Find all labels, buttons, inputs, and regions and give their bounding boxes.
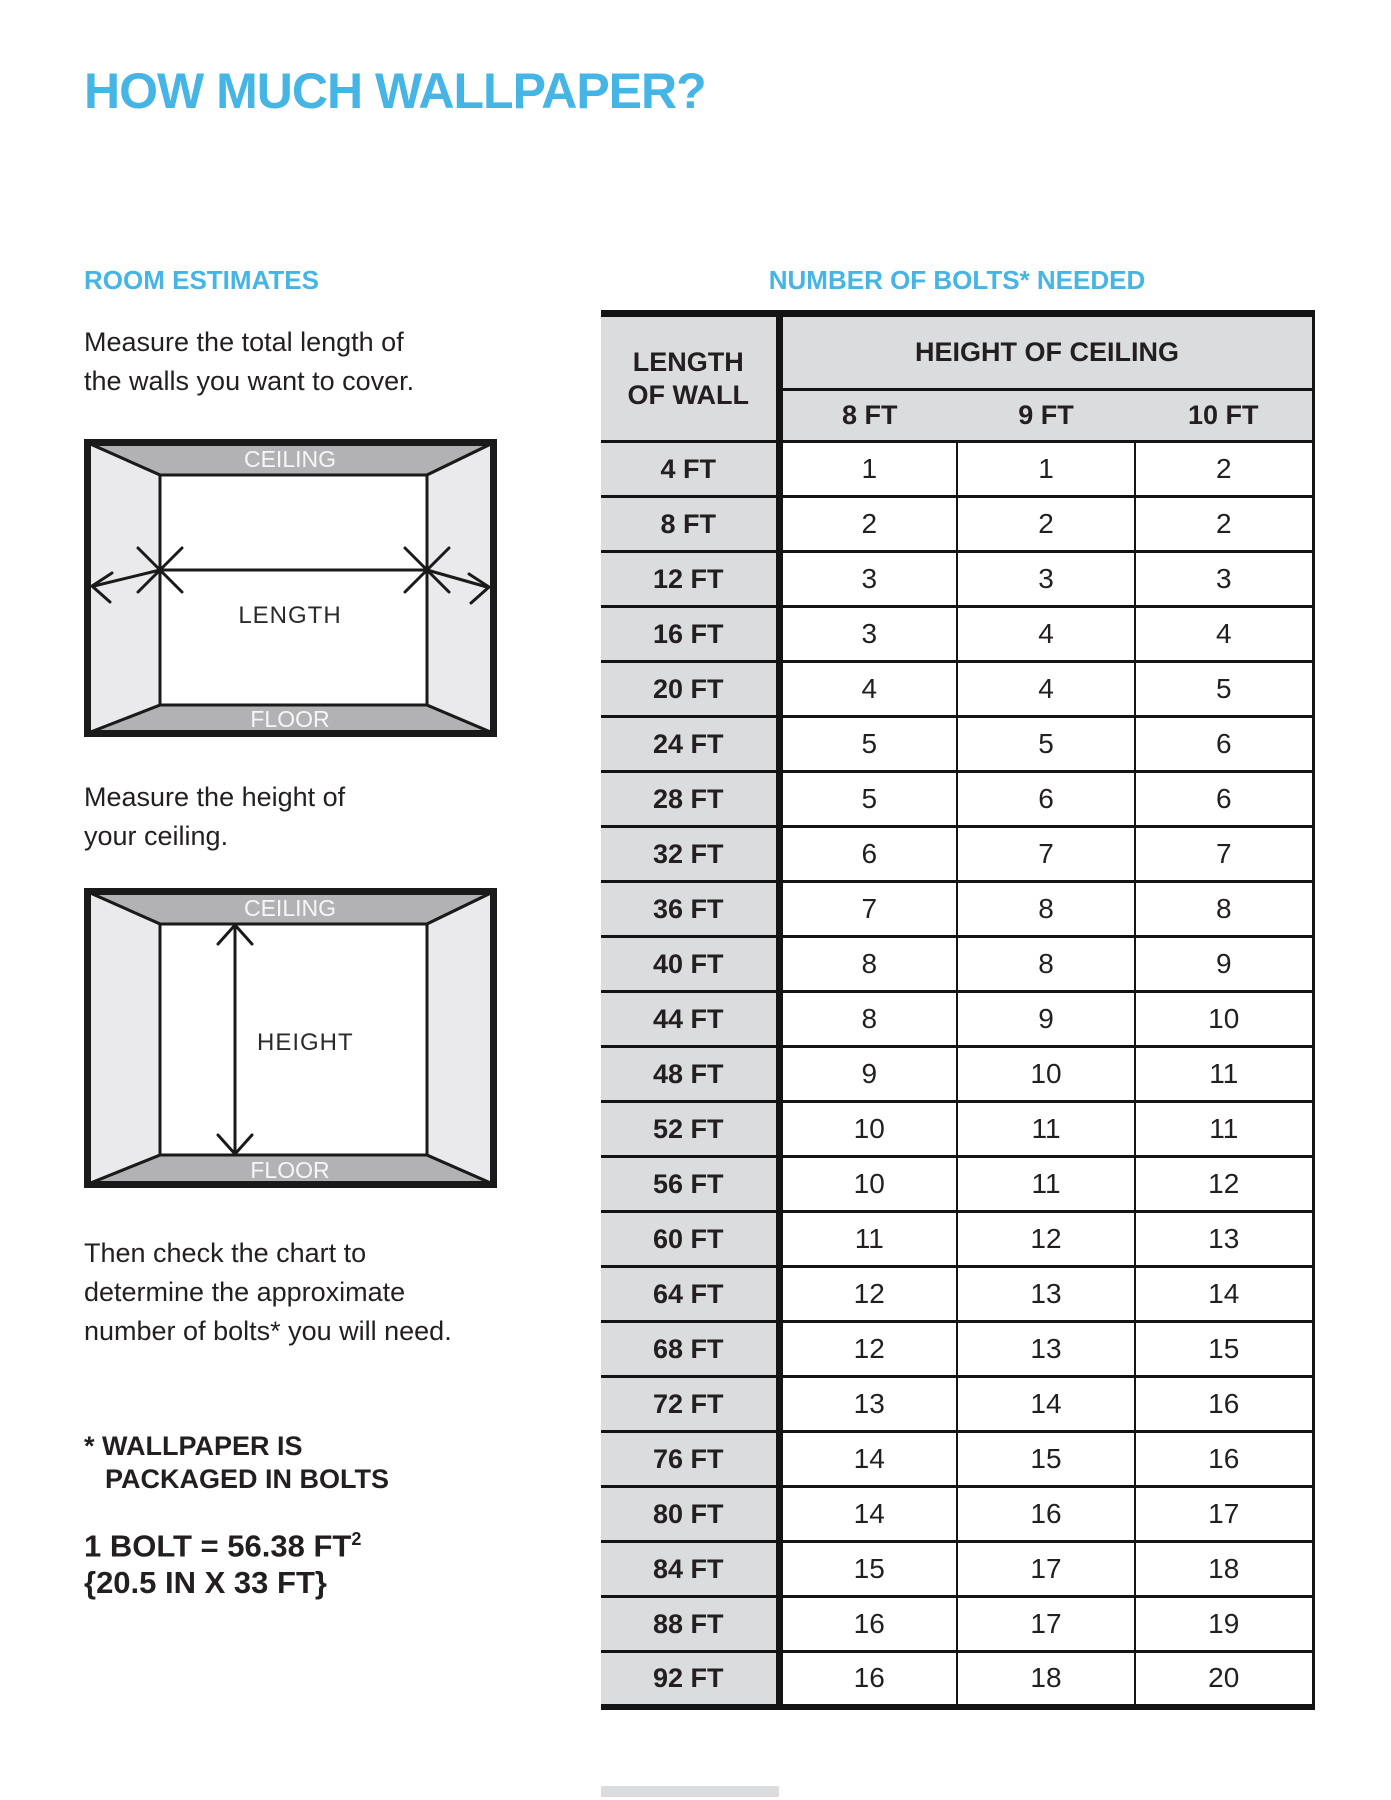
floor-label: FLOOR: [250, 706, 330, 732]
bolts-value-cell: 6: [1135, 717, 1313, 772]
bolts-value-cell: 8: [779, 992, 957, 1047]
wall-length-cell: 76 FT: [601, 1432, 779, 1487]
text-line: Then check the chart to: [84, 1238, 367, 1268]
bolts-value-cell: 7: [957, 827, 1135, 882]
left-wall-panel: [88, 892, 160, 1184]
bolts-value-cell: 11: [957, 1102, 1135, 1157]
table-row: [601, 442, 1313, 497]
bolts-value-cell: 4: [1135, 607, 1313, 662]
wall-length-cell: 92 FT: [601, 1652, 779, 1707]
bolts-value-cell: 12: [779, 1322, 957, 1377]
floor-label: FLOOR: [250, 1157, 330, 1183]
text-line: number of bolts* you will need.: [84, 1316, 452, 1346]
bolts-value-cell: 14: [779, 1432, 957, 1487]
bolts-value-cell: 8: [779, 937, 957, 992]
length-of-wall-header: [601, 314, 779, 442]
bolts-value-cell: 10: [779, 1102, 957, 1157]
table-row: [601, 1102, 1313, 1157]
bolts-value-cell: 13: [1135, 1212, 1313, 1267]
back-wall-panel: [160, 475, 427, 705]
wall-length-cell: 68 FT: [601, 1322, 779, 1377]
length-instruction-text: [84, 323, 414, 401]
wall-length-cell: 28 FT: [601, 772, 779, 827]
table-row: [601, 1377, 1313, 1432]
table-row: [601, 882, 1313, 937]
table-row: [601, 717, 1313, 772]
bolts-value-cell: 5: [957, 717, 1135, 772]
bolts-value-cell: 9: [957, 992, 1135, 1047]
text-line: Measure the total length of: [84, 327, 404, 357]
page-title: HOW MUCH WALLPAPER?: [84, 63, 706, 119]
bolts-value-cell: 16: [1135, 1432, 1313, 1487]
bolts-value-cell: 4: [779, 662, 957, 717]
bolts-value-cell: 2: [1135, 497, 1313, 552]
table-row: [601, 552, 1313, 607]
table-row: [601, 992, 1313, 1047]
wall-length-cell: 36 FT: [601, 882, 779, 937]
bolts-value-cell: 2: [779, 497, 957, 552]
bolts-table-body: [601, 442, 1313, 1707]
bolts-value-cell: 10: [779, 1157, 957, 1212]
bolts-value-cell: 6: [779, 827, 957, 882]
bolts-value-cell: 9: [779, 1047, 957, 1102]
table-row: [601, 1157, 1313, 1212]
right-wall-panel: [427, 892, 493, 1184]
table-row: [601, 1322, 1313, 1377]
wall-length-cell: 64 FT: [601, 1267, 779, 1322]
bolts-value-cell: 6: [957, 772, 1135, 827]
header-line: OF WALL: [627, 379, 749, 410]
table-row: [601, 1542, 1313, 1597]
bolts-value-cell: 8: [1135, 882, 1313, 937]
bolts-value-cell: 17: [957, 1597, 1135, 1652]
wall-length-cell: 40 FT: [601, 937, 779, 992]
bolts-value-cell: 10: [1135, 992, 1313, 1047]
bolts-value-cell: 4: [957, 662, 1135, 717]
bolts-value-cell: 11: [957, 1157, 1135, 1212]
bolts-value-cell: 17: [1135, 1487, 1313, 1542]
bolts-value-cell: 19: [1135, 1597, 1313, 1652]
footnote-line: PACKAGED IN BOLTS: [105, 1464, 390, 1494]
bolts-value-cell: 15: [957, 1432, 1135, 1487]
bolts-value-cell: 6: [1135, 772, 1313, 827]
bolts-value-cell: 5: [779, 772, 957, 827]
bolts-value-cell: 11: [1135, 1102, 1313, 1157]
height-room-diagram: [84, 888, 497, 1188]
height-label: HEIGHT: [257, 1029, 354, 1056]
wall-length-cell: 88 FT: [601, 1597, 779, 1652]
bolts-value-cell: 3: [779, 552, 957, 607]
bolts-value-cell: 12: [957, 1212, 1135, 1267]
bolts-value-cell: 16: [1135, 1377, 1313, 1432]
bolts-value-cell: 5: [779, 717, 957, 772]
bolts-value-cell: 2: [957, 497, 1135, 552]
col-header-8ft: 8 FT: [779, 390, 957, 442]
table-header-row-1: [601, 314, 1313, 390]
bolt-equation-text: 1 BOLT = 56.38 FT: [84, 1528, 352, 1564]
wall-length-cell: 24 FT: [601, 717, 779, 772]
bolts-value-cell: 8: [957, 937, 1135, 992]
bolts-value-cell: 10: [957, 1047, 1135, 1102]
wall-length-cell: 32 FT: [601, 827, 779, 882]
bolts-value-cell: 14: [957, 1377, 1135, 1432]
left-wall-panel: [88, 443, 160, 733]
bolts-value-cell: 15: [779, 1542, 957, 1597]
ceiling-label: CEILING: [243, 895, 337, 921]
bolts-value-cell: 16: [779, 1652, 957, 1707]
bolts-value-cell: 14: [779, 1487, 957, 1542]
wall-length-cell: 72 FT: [601, 1377, 779, 1432]
bolts-table-header: [601, 314, 1313, 442]
bolts-value-cell: 16: [957, 1487, 1135, 1542]
room-estimates-heading: ROOM ESTIMATES: [84, 265, 319, 295]
bolts-value-cell: 7: [1135, 827, 1313, 882]
table-row: [601, 1267, 1313, 1322]
table-row: [601, 497, 1313, 552]
bolts-value-cell: 3: [1135, 552, 1313, 607]
bolts-value-cell: 12: [1135, 1157, 1313, 1212]
bolts-value-cell: 5: [1135, 662, 1313, 717]
table-row: [601, 937, 1313, 992]
bolts-value-cell: 7: [779, 882, 957, 937]
bolt-dimensions-text: {20.5 IN X 33 FT}: [84, 1565, 327, 1601]
wall-length-cell: 80 FT: [601, 1487, 779, 1542]
bolts-value-cell: 3: [779, 607, 957, 662]
wall-length-cell: 4 FT: [601, 442, 779, 497]
text-line: Measure the height of: [84, 782, 346, 812]
bolts-value-cell: 16: [779, 1597, 957, 1652]
length-label: LENGTH: [238, 602, 342, 629]
bolts-value-cell: 1: [779, 442, 957, 497]
bolts-value-cell: 14: [1135, 1267, 1313, 1322]
bolts-value-cell: 2: [1135, 442, 1313, 497]
table-row: [601, 1597, 1313, 1652]
table-row: [601, 607, 1313, 662]
wall-length-cell: 16 FT: [601, 607, 779, 662]
text-line: the walls you want to cover.: [84, 366, 415, 396]
bolt-size-line: [84, 1521, 361, 1564]
bolts-value-cell: 13: [779, 1377, 957, 1432]
bolts-value-cell: 9: [1135, 937, 1313, 992]
bolts-value-cell: 12: [779, 1267, 957, 1322]
table-row: [601, 772, 1313, 827]
table-row: [601, 1212, 1313, 1267]
wall-length-cell: 84 FT: [601, 1542, 779, 1597]
table-row: [601, 1432, 1313, 1487]
wall-length-cell: 12 FT: [601, 552, 779, 607]
bolts-value-cell: 13: [957, 1322, 1135, 1377]
bolts-value-cell: 4: [957, 607, 1135, 662]
header-line: LENGTH: [632, 346, 744, 377]
bolts-value-cell: 17: [957, 1542, 1135, 1597]
table-footer-gray-tab: [601, 1786, 779, 1797]
wall-length-cell: 48 FT: [601, 1047, 779, 1102]
bolts-footnote: [84, 1430, 389, 1496]
height-of-ceiling-header: HEIGHT OF CEILING: [779, 314, 1313, 390]
length-room-diagram: [84, 439, 497, 737]
chart-instruction-text: [84, 1234, 452, 1351]
ceiling-label: CEILING: [243, 446, 337, 472]
height-instruction-text: [84, 778, 345, 856]
wall-length-cell: 60 FT: [601, 1212, 779, 1267]
table-row: [601, 1047, 1313, 1102]
bolts-value-cell: 18: [957, 1652, 1135, 1707]
bolts-value-cell: 8: [957, 882, 1135, 937]
text-line: your ceiling.: [84, 821, 229, 851]
bolt-size-info: [84, 1521, 361, 1601]
bolts-value-cell: 13: [957, 1267, 1135, 1322]
wall-length-cell: 8 FT: [601, 497, 779, 552]
bolts-value-cell: 11: [779, 1212, 957, 1267]
table-row: [601, 1652, 1313, 1707]
bolts-value-cell: 11: [1135, 1047, 1313, 1102]
table-row: [601, 1487, 1313, 1542]
wall-length-cell: 56 FT: [601, 1157, 779, 1212]
bolts-value-cell: 18: [1135, 1542, 1313, 1597]
wall-length-cell: 44 FT: [601, 992, 779, 1047]
wall-length-cell: 20 FT: [601, 662, 779, 717]
table-row: [601, 662, 1313, 717]
bolts-value-cell: 3: [957, 552, 1135, 607]
bolts-table: [601, 310, 1315, 1710]
bolts-value-cell: 15: [1135, 1322, 1313, 1377]
col-header-9ft: 9 FT: [957, 390, 1135, 442]
right-wall-panel: [427, 443, 493, 733]
wall-length-cell: 52 FT: [601, 1102, 779, 1157]
bolts-table-heading: NUMBER OF BOLTS* NEEDED: [768, 265, 1146, 295]
col-header-10ft: 10 FT: [1135, 390, 1313, 442]
bolts-value-cell: 20: [1135, 1652, 1313, 1707]
text-line: determine the approximate: [84, 1277, 406, 1307]
squared-exponent: 2: [351, 1529, 362, 1549]
bolts-value-cell: 1: [957, 442, 1135, 497]
table-row: [601, 827, 1313, 882]
footnote-line: * WALLPAPER IS: [84, 1431, 303, 1461]
